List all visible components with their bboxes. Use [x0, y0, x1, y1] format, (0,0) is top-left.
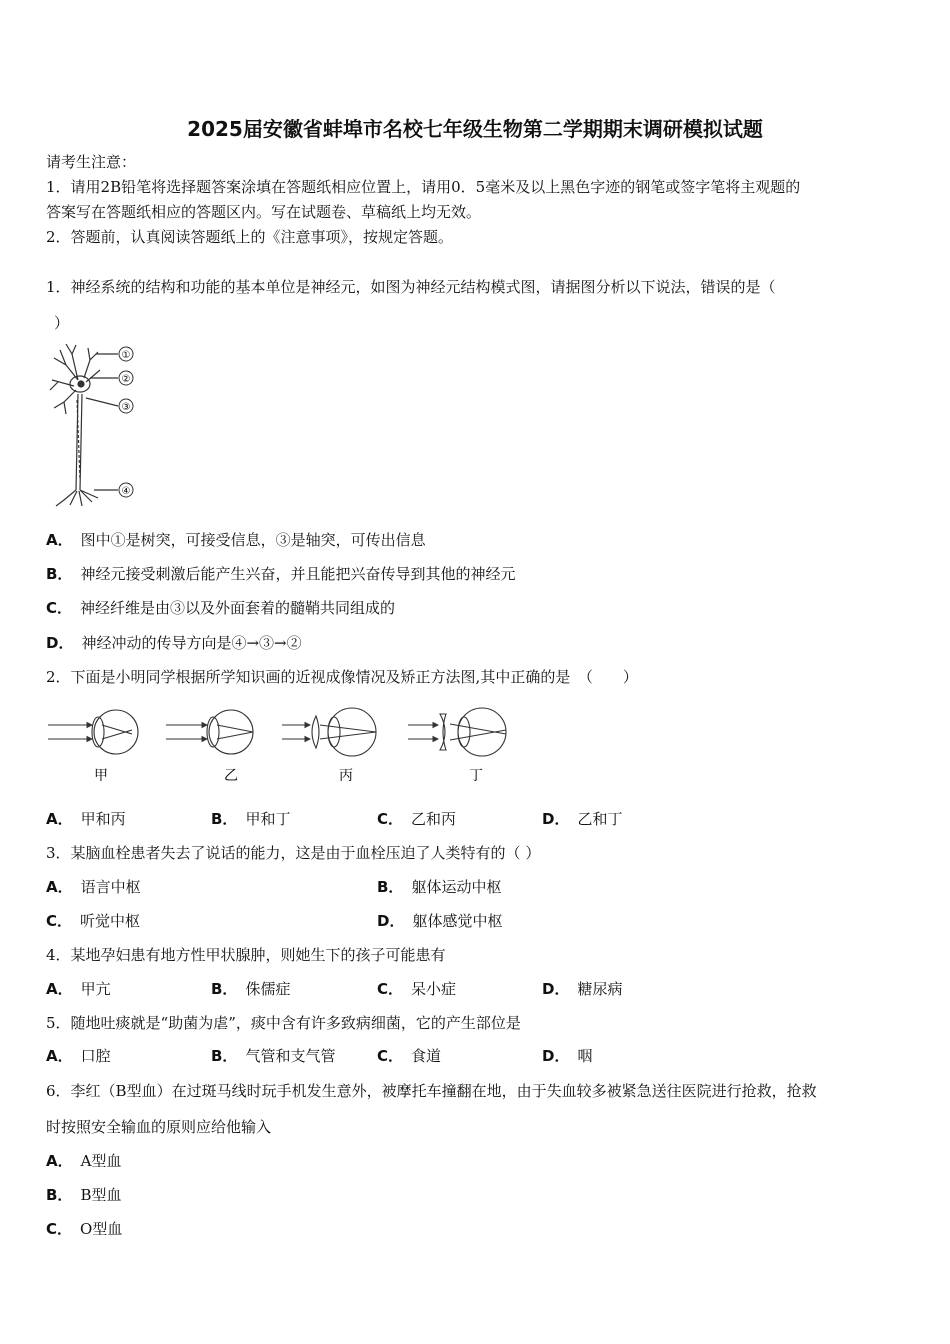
fig-label-2: ②: [121, 374, 131, 385]
option-letter: A．: [46, 878, 73, 896]
option-text: 糖尿病: [577, 980, 623, 998]
option-text: 神经元接受刺激后能产生兴奋，并且能把兴奋传导到其他的神经元: [80, 565, 516, 583]
option-text: 呆小症: [411, 980, 457, 998]
q6-option-c[interactable]: [46, 1219, 122, 1239]
option-text: 神经纤维是由③以及外面套着的髓鞘共同组成的: [80, 599, 396, 617]
option-text: 咽: [577, 1047, 593, 1065]
option-text: 食道: [411, 1047, 442, 1065]
option-text: 语言中枢: [80, 878, 141, 896]
option-letter: C．: [46, 912, 73, 930]
q6-stem-line-1: 6．李红（B型血）在过斑马线时玩手机发生意外，被摩托车撞翻在地，由于失血较多被紧急送往医院进行抢救，抢救: [46, 1082, 817, 1100]
eye-label-ding: 丁: [469, 768, 483, 784]
notice-heading: 请考生注意：: [46, 153, 137, 171]
q2-option-b[interactable]: [211, 809, 290, 829]
q2-option-c[interactable]: [377, 809, 456, 829]
q6-option-b[interactable]: [46, 1185, 121, 1205]
q5-option-d[interactable]: [542, 1046, 592, 1066]
option-letter: B．: [211, 980, 238, 998]
q2-stem: 2．下面是小明同学根据所学知识画的近视成像情况及矫正方法图,其中正确的是 （ ）: [46, 668, 638, 686]
option-letter: C．: [377, 810, 404, 828]
option-text: 神经冲动的传导方向是④→③→②: [81, 634, 302, 652]
q6-stem-line-2: 时按照安全输血的原则应给他输入: [46, 1118, 272, 1136]
q2-option-a[interactable]: [46, 809, 126, 829]
q1-stem-line-2: ）: [54, 314, 70, 332]
q4-stem: 4．某地孕妇患有地方性甲状腺肿，则她生下的孩子可能患有: [46, 946, 446, 964]
option-letter: D．: [542, 1047, 570, 1065]
q4-option-b[interactable]: [211, 979, 290, 999]
q3-option-b[interactable]: [377, 877, 501, 897]
q5-option-b[interactable]: [211, 1046, 335, 1066]
option-letter: D．: [46, 634, 74, 652]
eye-label-bing: 丙: [339, 768, 353, 784]
q1-option-c[interactable]: [46, 598, 395, 618]
notice-line-1a: 1．请用2B铅笔将选择题答案涂填在答题纸相应位置上，请用0．5毫米及以上黑色字迹的钢笔或签字笔将主观题的: [46, 178, 801, 196]
page-title: 2025届安徽省蚌埠市名校七年级生物第二学期期末调研模拟试题: [187, 117, 763, 141]
option-text: 乙和丙: [411, 810, 457, 828]
fig-label-3: ③: [121, 402, 131, 413]
option-text: 乙和丁: [577, 810, 623, 828]
option-text: B型血: [80, 1186, 122, 1204]
option-letter: A．: [46, 1152, 73, 1170]
option-text: O型血: [80, 1220, 123, 1238]
fig-label-4: ④: [121, 486, 131, 497]
fig-label-1: ①: [121, 350, 131, 361]
q1-option-b[interactable]: [46, 564, 515, 584]
option-letter: B．: [377, 878, 404, 896]
option-text: 听觉中枢: [80, 912, 141, 930]
eye-label-yi: 乙: [224, 768, 238, 784]
q1-option-a[interactable]: [46, 530, 426, 550]
option-letter: B．: [46, 1186, 73, 1204]
option-text: 躯体感觉中枢: [412, 912, 503, 930]
q6-option-a[interactable]: [46, 1151, 121, 1171]
neuron-structure: [50, 344, 118, 506]
q4-option-c[interactable]: [377, 979, 456, 999]
q3-option-d[interactable]: [377, 911, 502, 931]
q5-option-a[interactable]: [46, 1046, 111, 1066]
option-text: 甲亢: [80, 980, 111, 998]
option-letter: A．: [46, 810, 73, 828]
option-letter: C．: [377, 1047, 404, 1065]
option-letter: C．: [46, 599, 73, 617]
eye-diagram-yi: [166, 710, 253, 754]
q3-option-a[interactable]: [46, 877, 141, 897]
q1-stem-line-1: 1．神经系统的结构和功能的基本单位是神经元，如图为神经元结构模式图，请据图分析以下说法，错误的是（: [46, 278, 776, 296]
q3-stem: 3．某脑血栓患者失去了说话的能力，这是由于血栓压迫了人类特有的（ ）: [46, 844, 541, 862]
option-letter: B．: [211, 1047, 238, 1065]
option-letter: B．: [211, 810, 238, 828]
option-letter: C．: [377, 980, 404, 998]
option-letter: A．: [46, 531, 73, 549]
eye-diagram-ding: [408, 708, 506, 756]
q2-option-d[interactable]: [542, 809, 622, 829]
option-text: 图中①是树突，可接受信息，③是轴突，可传出信息: [80, 531, 426, 549]
option-letter: B．: [46, 565, 73, 583]
eye-diagrams: [46, 700, 526, 790]
neuron-diagram: [46, 340, 146, 510]
option-text: 躯体运动中枢: [411, 878, 502, 896]
notice-line-1b: 答案写在答题纸相应的答题区内。写在试题卷、草稿纸上均无效。: [46, 203, 482, 221]
option-letter: D．: [542, 980, 570, 998]
option-letter: A．: [46, 980, 73, 998]
q4-option-a[interactable]: [46, 979, 111, 999]
q5-stem: 5．随地吐痰就是“助菌为虐”，痰中含有许多致病细菌，它的产生部位是: [46, 1014, 521, 1032]
option-letter: D．: [542, 810, 570, 828]
notice-line-2: 2．答题前，认真阅读答题纸上的《注意事项》，按规定答题。: [46, 228, 454, 246]
option-letter: C．: [46, 1220, 73, 1238]
option-text: 甲和丁: [245, 810, 291, 828]
eye-diagram-bing: [282, 708, 376, 756]
option-letter: D．: [377, 912, 405, 930]
eye-diagram-jia: [48, 710, 138, 754]
option-text: 气管和支气管: [245, 1047, 336, 1065]
q3-option-c[interactable]: [46, 911, 140, 931]
option-text: 甲和丙: [80, 810, 126, 828]
eye-label-jia: 甲: [94, 768, 108, 784]
q5-option-c[interactable]: [377, 1046, 441, 1066]
option-text: 口腔: [80, 1047, 111, 1065]
option-letter: A．: [46, 1047, 73, 1065]
option-text: 侏儒症: [245, 980, 291, 998]
q1-option-d[interactable]: [46, 633, 302, 653]
q4-option-d[interactable]: [542, 979, 622, 999]
option-text: A型血: [80, 1152, 122, 1170]
